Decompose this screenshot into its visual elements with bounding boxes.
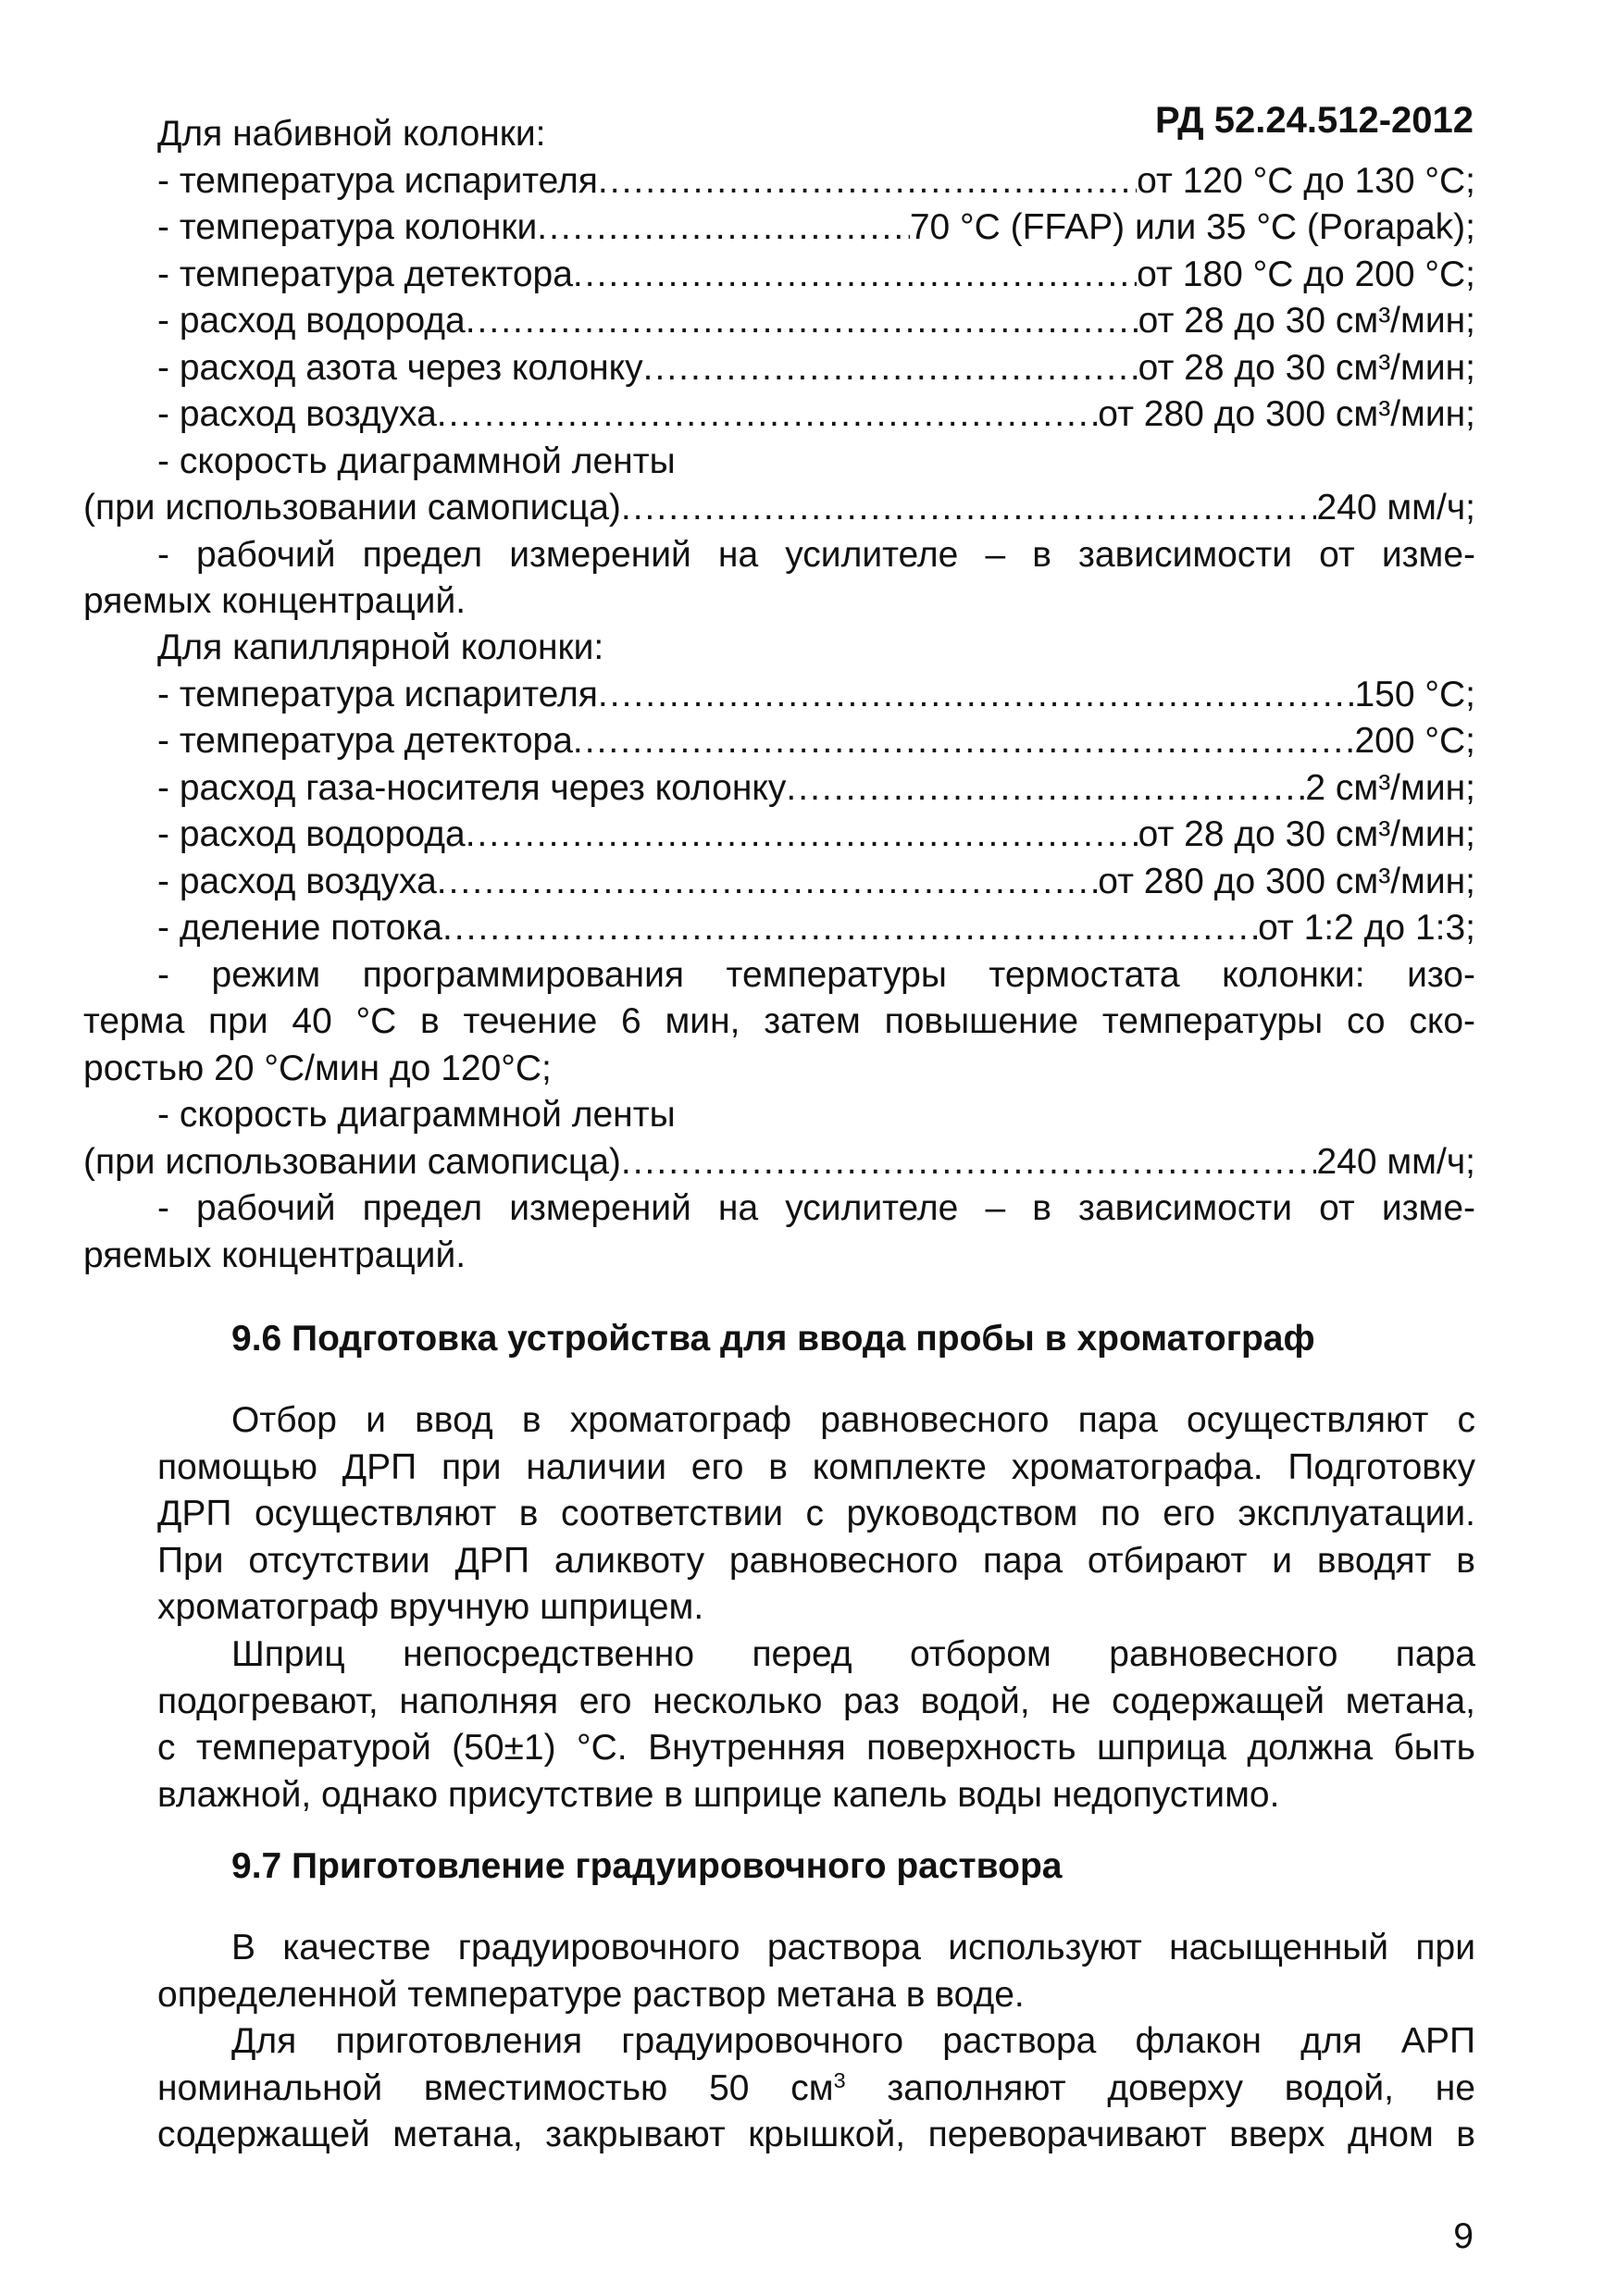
text-line: определенной температуре раствор метана в воде. (157, 1974, 1025, 2015)
param-row: - температура детектора ..... от 180 °С до 200 °С; (157, 252, 1475, 299)
capillary-title: Для капиллярной колонки: (157, 627, 604, 667)
range-line-end: ряемых концентраций. (83, 1235, 466, 1275)
section-9-6-paragraph-2 (157, 1632, 1475, 1818)
program-line: - режим программирования температуры термостата колонки: изо- (157, 954, 1475, 995)
param-row: - деление потока ..... от 1:2 до 1:3; (157, 905, 1475, 952)
param-row: - температура испарителя ..... от 120 °С до 130 °С; (157, 158, 1475, 205)
text-line: с температурой (50±1) °С. Внутренняя поверхность шприца должна быть (157, 1728, 1475, 1768)
range-line: - рабочий предел измерений на усилителе – в зависимости от изме- (157, 534, 1475, 575)
text-line: номинальной вместимостью 50 $см^3$ заполняют доверху водой, не (157, 2067, 1475, 2108)
tape-label: - скорость диаграммной ленты (157, 441, 676, 481)
range-line: - рабочий предел измерений на усилителе – в зависимости от изме- (157, 1188, 1475, 1228)
text-line: подогревают, наполняя его несколько раз водой, не содержащей метана, (157, 1681, 1475, 1721)
section-9-6-paragraph-1 (157, 1397, 1475, 1632)
program-line: терма при 40 °С в течение 6 мин, затем повышение температуры со ско- (83, 1001, 1475, 1041)
param-row: - расход водорода ..... от 28 до 30 см³/мин; (157, 298, 1475, 345)
param-row: - расход воздуха ..... от 280 до 300 см³/мин; (157, 391, 1475, 439)
text-line: содержащей метана, закрывают крышкой, переворачивают вверх дном в (157, 2115, 1475, 2154)
text-line: Отбор и ввод в хроматограф равновесного пара осуществляют с (231, 1400, 1475, 1440)
param-row: - расход воздуха ..... от 280 до 300 см³/мин; (157, 859, 1475, 906)
text-line: При отсутствии ДРП аликвоту равновесного пара отбирают и вводят в (157, 1540, 1475, 1581)
text-line: влажной, однако присутствие в шприце капель воды недопустимо. (157, 1774, 1280, 1815)
document-code: РД 52.24.512-2012 (1154, 100, 1474, 141)
packed-title: Для набивной колонки: (157, 114, 546, 154)
section-heading-9-7: 9.7 Приготовление градуировочного раствора (231, 1846, 1063, 1886)
tape-label: - скорость диаграммной ленты (157, 1095, 676, 1135)
text-line: ДРП осуществляют в соответствии с руководством по его эксплуатации. (157, 1494, 1475, 1533)
page-number: 9 (1453, 2216, 1474, 2256)
program-line-end: ростью 20 °С/мин до 120°С; (83, 1048, 552, 1088)
text-line: В качестве градуировочного раствора используют насыщенный при (231, 1928, 1475, 1967)
packed-column-params (83, 111, 1475, 626)
text-line: Шприц непосредственно перед отбором равновесного пара (231, 1634, 1475, 1674)
param-row: - температура детектора ..... 200 °С; (157, 718, 1475, 765)
param-row: - расход азота через колонку ..... от 28 до 30 см³/мин; (157, 345, 1475, 392)
param-row: - температура колонки ..... 70 °С (FFAP) или 35 °С (Porapak); (157, 205, 1475, 252)
text-line: хроматограф вручную шприцем. (157, 1587, 704, 1627)
param-row: - расход водорода ..... от 28 до 30 см³/мин; (157, 812, 1475, 859)
text-line: помощью ДРП при наличии его в комплекте хроматографа. Подготовку (157, 1446, 1475, 1487)
param-row: - температура испарителя ..... 150 °С; (157, 672, 1475, 719)
tape-row: (при использовании самописца) ..... 240 мм/ч; (83, 1139, 1475, 1186)
param-row: - расход газа-носителя через колонку ..... 2 см³/мин; (157, 765, 1475, 813)
section-heading-9-6: 9.6 Подготовка устройства для ввода пробы в хроматограф (231, 1319, 1315, 1359)
text-line: Для приготовления градуировочного раствора флакон для АРП (231, 2021, 1475, 2061)
range-line-end: ряемых концентраций. (83, 581, 466, 621)
section-9-7-paragraph-1 (157, 1925, 1475, 2018)
tape-row: (при использовании самописца) ..... 240 мм/ч; (83, 485, 1475, 532)
section-9-7-paragraph-2 (157, 2018, 1475, 2159)
capillary-column-params (83, 625, 1475, 1279)
